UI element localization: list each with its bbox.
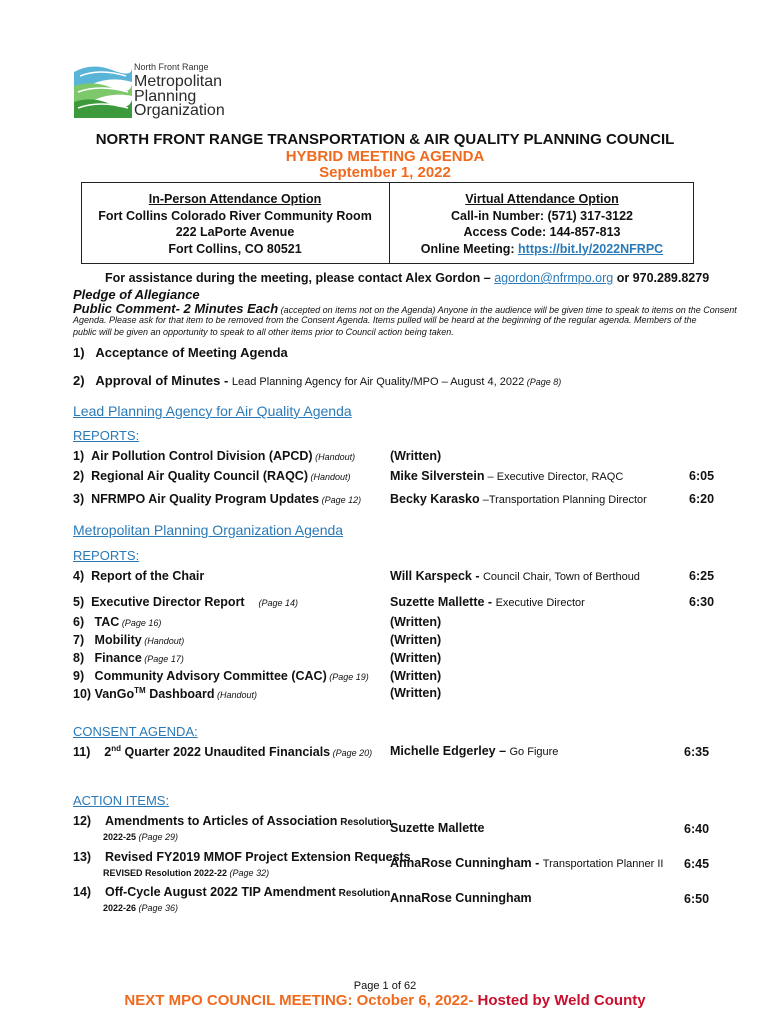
presenter-name: Suzette Mallette -	[390, 595, 496, 609]
item-title: TAC	[94, 615, 120, 629]
action-item-13	[73, 850, 411, 864]
action-item-12-sub	[103, 832, 178, 842]
mpo-item-6-presenter: (Written)	[390, 615, 442, 629]
presenter-name: Mike Silverstein	[390, 469, 485, 483]
mpo-item-10	[73, 686, 257, 701]
lpa-item-2	[73, 469, 351, 483]
item-title: Approval of Minutes -	[95, 373, 232, 388]
agenda-item-1	[73, 345, 288, 360]
resolution-number: REVISED Resolution 2022-22	[103, 868, 228, 878]
item-note: (Page 19)	[326, 672, 369, 682]
presenter-role: Council Chair, Town of Berthoud	[482, 571, 640, 583]
online-meeting-link[interactable]: https://bit.ly/2022NFRPC	[518, 241, 664, 256]
logo-line-1: North Front Range	[134, 62, 209, 72]
presenter-name: Becky Karasko	[390, 492, 480, 506]
online-meeting	[389, 241, 695, 258]
resolution-number: 2022-25	[103, 832, 137, 842]
item-note: (Page 36)	[136, 903, 179, 913]
item-note: (Handout)	[308, 472, 351, 482]
item-title: Executive Director Report	[91, 595, 245, 609]
item-title: Acceptance of Meeting Agenda	[95, 345, 288, 360]
next-meeting-notice	[0, 992, 770, 1009]
in-person-line-2: 222 LaPorte Avenue	[175, 225, 295, 239]
item-number: 5)	[73, 595, 85, 609]
item-number: 6)	[73, 615, 85, 629]
action-item-14-presenter: AnnaRose Cunningham	[390, 891, 532, 905]
page-number: Page 1 of 62	[353, 980, 417, 992]
item-note: (Page 16)	[119, 618, 162, 628]
presenter-name: Will Karspeck -	[390, 569, 483, 583]
mpo-item-5-presenter	[390, 595, 585, 609]
ordinal-sup: nd	[111, 744, 122, 753]
presenter-role: – Executive Director, RAQC	[484, 471, 624, 483]
item-note: (Page 32)	[227, 868, 270, 878]
item-number: 14)	[73, 885, 92, 899]
item-note: (Page 29)	[136, 832, 179, 842]
mpo-item-8-presenter: (Written)	[390, 651, 442, 665]
action-item-14	[73, 885, 390, 899]
item-note: (Page 20)	[330, 748, 373, 759]
mpo-item-10-presenter: (Written)	[390, 686, 442, 700]
action-item-13-time: 6:45	[684, 857, 710, 871]
item-number: 9)	[73, 669, 85, 683]
next-meeting-host: Hosted by Weld County	[477, 992, 646, 1009]
presenter-role: Executive Director	[495, 597, 585, 609]
trademark-sup: TM	[134, 686, 146, 695]
public-comment-label: Public Comment- 2 Minutes Each	[73, 301, 279, 316]
item-title: Air Pollution Control Division (APCD)	[91, 449, 313, 463]
item-number: 13)	[73, 850, 92, 864]
lpa-item-3	[73, 492, 361, 506]
resolution-number: 2022-26	[103, 903, 137, 913]
item-title: Mobility	[94, 633, 142, 647]
logo-line-4: Organization	[134, 102, 225, 119]
action-item-13-sub	[103, 868, 269, 878]
item-number: 7)	[73, 633, 85, 647]
presenter-role: Go Figure	[509, 746, 559, 758]
presenter-role: –Transportation Planning Director	[479, 494, 647, 506]
lpa-item-2-presenter	[390, 469, 623, 483]
item-number: 2)	[73, 373, 85, 388]
item-number: 12)	[73, 814, 92, 828]
agenda-item-2	[73, 373, 561, 388]
online-meeting-label: Online Meeting:	[420, 241, 519, 256]
mpo-item-9-presenter: (Written)	[390, 669, 442, 683]
call-in-number: Call-in Number: (571) 317-3122	[450, 208, 633, 223]
lpa-item-2-time: 6:05	[689, 469, 715, 483]
mpo-item-4-presenter	[390, 569, 640, 583]
lpa-item-3-presenter	[390, 492, 647, 506]
action-item-14-sub	[103, 903, 178, 913]
agenda-subtitle: HYBRID MEETING AGENDA	[285, 148, 485, 165]
item-title: Regional Air Quality Council (RAQC)	[91, 469, 308, 483]
item-title: Amendments to Articles of Association	[104, 814, 338, 828]
item-title: Quarter 2022 Unaudited Financials	[121, 745, 331, 760]
presenter-role: Transportation Planner II	[542, 858, 664, 870]
item-note: (Page 14)	[258, 598, 299, 608]
item-title-suffix: Dashboard	[145, 687, 215, 702]
mpo-item-8	[73, 651, 184, 665]
item-number: 11)	[73, 745, 91, 760]
assistance-email-link[interactable]: agordon@nfrmpo.org	[494, 271, 614, 285]
attendance-box	[81, 182, 694, 264]
in-person-line-3: Fort Collins, CO 80521	[168, 241, 302, 256]
in-person-line-1: Fort Collins Colorado River Community Room	[98, 208, 372, 223]
item-number: 2)	[73, 469, 85, 483]
logo-line-3: Planning	[134, 88, 197, 105]
item-title: Off-Cycle August 2022 TIP Amendment	[104, 885, 336, 899]
consent-item-11	[73, 744, 372, 759]
pledge-of-allegiance: Pledge of Allegiance	[73, 287, 200, 302]
item-number: 4)	[73, 569, 85, 583]
presenter-name: Michelle Edgerley –	[390, 744, 510, 758]
virtual-column	[389, 191, 695, 257]
next-meeting-date: NEXT MPO COUNCIL MEETING: October 6, 2022-	[124, 992, 478, 1009]
item-note: (Page 12)	[319, 495, 362, 505]
item-title: Community Advisory Committee (CAC)	[94, 669, 327, 683]
resolution-tag: Resolution	[335, 888, 391, 899]
item-title: VanGo	[94, 687, 135, 702]
public-comment-text-2: Agenda. Please ask for that item to be removed from the Consent Agenda. Items pulled will be heard at the beginning of the regular agenda. Members of the	[73, 315, 697, 325]
item-description: Lead Planning Agency for Air Quality/MPO – August 4, 2022	[231, 376, 525, 388]
item-note: (Page 17)	[141, 654, 184, 664]
action-item-12	[73, 814, 392, 828]
mpo-item-9	[73, 669, 369, 683]
assistance-line	[105, 271, 709, 285]
logo	[72, 62, 232, 120]
item-title: NFRMPO Air Quality Program Updates	[91, 492, 320, 506]
mpo-item-4	[73, 569, 204, 583]
public-comment-text-1: (accepted on items not on the Agenda) Anyone in the audience will be given time to speak to items on the Consent	[278, 305, 737, 315]
item-note: (Handout)	[214, 690, 258, 701]
action-item-12-presenter: Suzette Mallette	[390, 821, 485, 835]
consent-heading: CONSENT AGENDA:	[73, 724, 198, 739]
item-page-ref: (Page 8)	[524, 377, 562, 387]
agenda-date: September 1, 2022	[319, 164, 451, 181]
item-number: 10)	[73, 687, 92, 702]
presenter-name: AnnaRose Cunningham -	[390, 856, 543, 870]
logo-line-2: Metropolitan	[134, 73, 223, 90]
in-person-column	[82, 191, 388, 257]
item-number: 3)	[73, 492, 85, 506]
mpo-item-5-time: 6:30	[689, 595, 715, 609]
item-note: (Handout)	[141, 636, 185, 646]
virtual-heading: Virtual Attendance Option	[465, 192, 619, 206]
lpa-item-1	[73, 449, 355, 463]
mpo-item-5	[73, 595, 298, 609]
assistance-prefix: For assistance during the meeting, please contact Alex Gordon –	[105, 271, 495, 285]
mpo-item-7	[73, 633, 184, 647]
mpo-item-6	[73, 615, 161, 629]
public-comment	[73, 301, 737, 316]
consent-item-11-presenter	[390, 744, 558, 758]
mpo-item-4-time: 6:25	[689, 569, 715, 583]
action-item-14-time: 6:50	[684, 892, 710, 906]
action-items-heading: ACTION ITEMS:	[73, 793, 170, 808]
action-item-13-presenter	[390, 856, 663, 870]
nfrmpo-logo-icon	[72, 62, 132, 118]
item-title-prefix: 2	[104, 745, 112, 760]
item-title: Finance	[94, 651, 142, 665]
mpo-section-heading: Metropolitan Planning Organization Agenda	[73, 522, 344, 538]
lpa-section-heading: Lead Planning Agency for Air Quality Agenda	[73, 403, 352, 419]
public-comment-text-3: public will be given an opportunity to speak to all other items prior to Council action being taken.	[73, 327, 454, 337]
resolution-tag: Resolution	[337, 817, 392, 828]
mpo-item-7-presenter: (Written)	[390, 633, 442, 647]
action-item-12-time: 6:40	[684, 822, 710, 836]
item-title: Report of the Chair	[91, 569, 205, 583]
agenda-title: NORTH FRONT RANGE TRANSPORTATION & AIR QUALITY PLANNING COUNCIL	[95, 131, 675, 148]
item-number: 1)	[73, 449, 85, 463]
lpa-item-1-presenter: (Written)	[390, 449, 442, 463]
lpa-item-3-time: 6:20	[689, 492, 715, 506]
item-number: 1)	[73, 345, 85, 360]
lpa-reports-heading: REPORTS:	[73, 428, 140, 443]
item-title: Revised FY2019 MMOF Project Extension Requests	[104, 850, 411, 864]
item-note: (Handout)	[312, 452, 356, 462]
assistance-suffix: or 970.289.8279	[613, 271, 710, 285]
item-number: 8)	[73, 651, 85, 665]
in-person-heading: In-Person Attendance Option	[148, 192, 322, 206]
mpo-reports-heading: REPORTS:	[73, 548, 140, 563]
access-code: Access Code: 144-857-813	[463, 225, 621, 239]
consent-item-11-time: 6:35	[684, 745, 710, 759]
